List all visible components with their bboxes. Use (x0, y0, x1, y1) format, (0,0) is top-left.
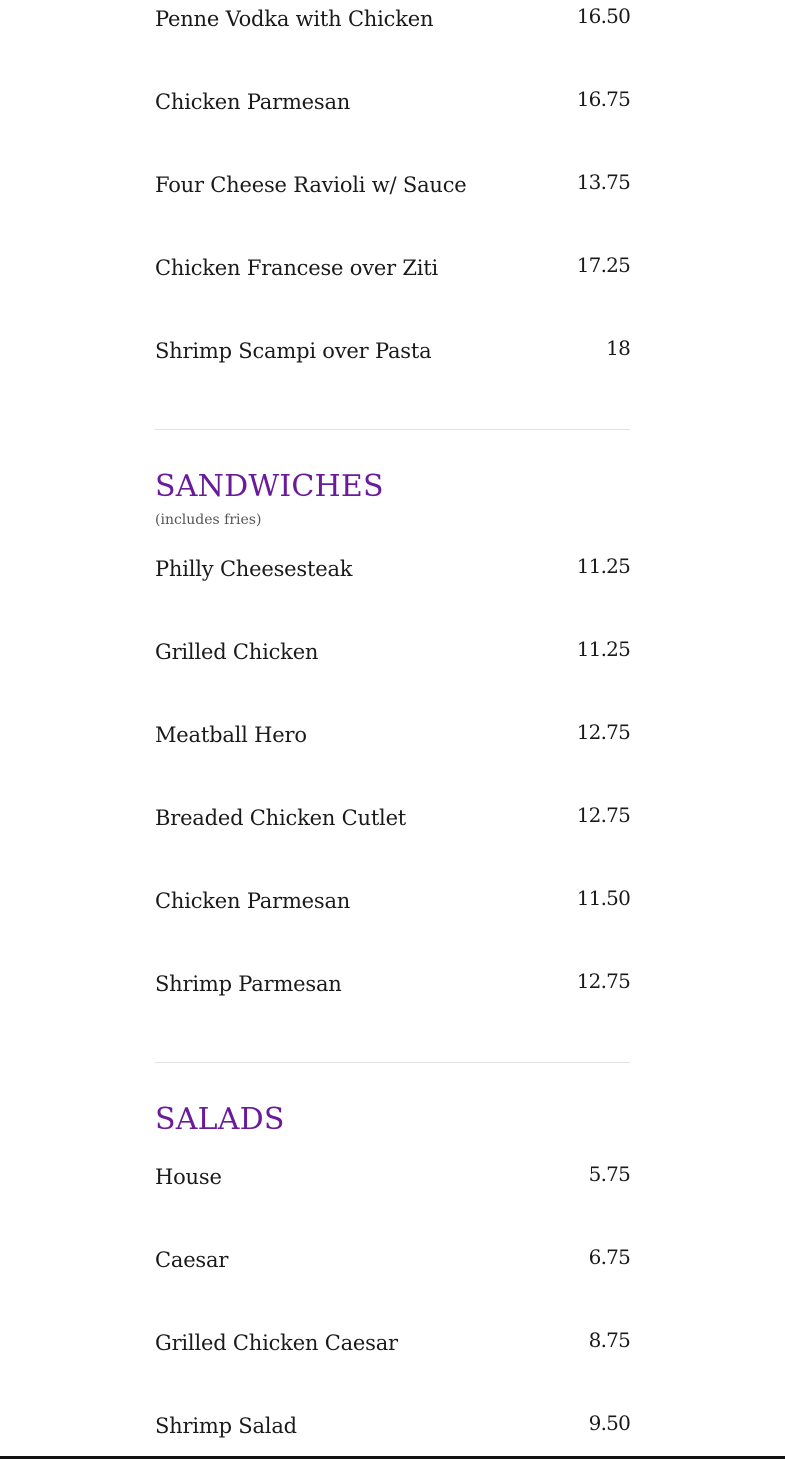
menu-item-name: House (155, 1165, 222, 1189)
menu-item-name: Grilled Chicken Caesar (155, 1331, 398, 1355)
menu-item-row (155, 554, 630, 584)
menu-item-price: 5.75 (588, 1162, 630, 1186)
menu-item-row (155, 1328, 630, 1358)
menu-item-name: Chicken Parmesan (155, 90, 351, 114)
menu-item-price: 8.75 (588, 1328, 630, 1352)
menu-item-row (155, 969, 630, 999)
menu-item-row (155, 253, 630, 283)
menu-item-name: Shrimp Salad (155, 1414, 297, 1438)
menu-item-name: Grilled Chicken (155, 640, 319, 664)
section-divider (155, 429, 630, 430)
section-heading-sandwiches: SANDWICHES (155, 469, 384, 504)
menu-item-name: Caesar (155, 1248, 229, 1272)
menu-item-row (155, 4, 630, 34)
menu-item-name: Philly Cheesesteak (155, 557, 353, 581)
menu-item-name: Four Cheese Ravioli w/ Sauce (155, 173, 467, 197)
section-heading-salads: SALADS (155, 1102, 285, 1137)
menu-item-price: 17.25 (576, 253, 630, 277)
menu-item-price: 18 (606, 336, 630, 360)
menu-item-row (155, 637, 630, 667)
menu-item-row (155, 336, 630, 366)
section-divider (155, 1062, 630, 1063)
menu-item-price: 11.25 (576, 637, 630, 661)
menu-item-price: 12.75 (576, 803, 630, 827)
menu-item-price: 11.25 (576, 554, 630, 578)
menu-item-row (155, 170, 630, 200)
menu-item-row (155, 1411, 630, 1441)
menu-item-price: 9.50 (588, 1411, 630, 1435)
menu-item-price: 11.50 (576, 886, 630, 910)
menu-item-price: 12.75 (576, 969, 630, 993)
menu-item-name: Chicken Parmesan (155, 889, 351, 913)
menu-item-row (155, 87, 630, 117)
menu-item-name: Breaded Chicken Cutlet (155, 806, 407, 830)
menu-item-price: 6.75 (588, 1245, 630, 1269)
menu-item-row (155, 886, 630, 916)
menu-item-row (155, 803, 630, 833)
menu-item-price: 16.75 (576, 87, 630, 111)
menu-item-name: Chicken Francese over Ziti (155, 256, 439, 280)
menu-item-price: 13.75 (576, 170, 630, 194)
menu-item-price: 12.75 (576, 720, 630, 744)
menu-item-price: 16.50 (576, 4, 630, 28)
menu-item-row (155, 1245, 630, 1275)
menu-item-name: Shrimp Scampi over Pasta (155, 339, 432, 363)
menu-item-row (155, 1162, 630, 1192)
menu-item-name: Shrimp Parmesan (155, 972, 342, 996)
menu-item-name: Meatball Hero (155, 723, 307, 747)
menu-item-name: Penne Vodka with Chicken (155, 7, 434, 31)
section-note: (includes fries) (155, 512, 262, 528)
menu-item-row (155, 720, 630, 750)
